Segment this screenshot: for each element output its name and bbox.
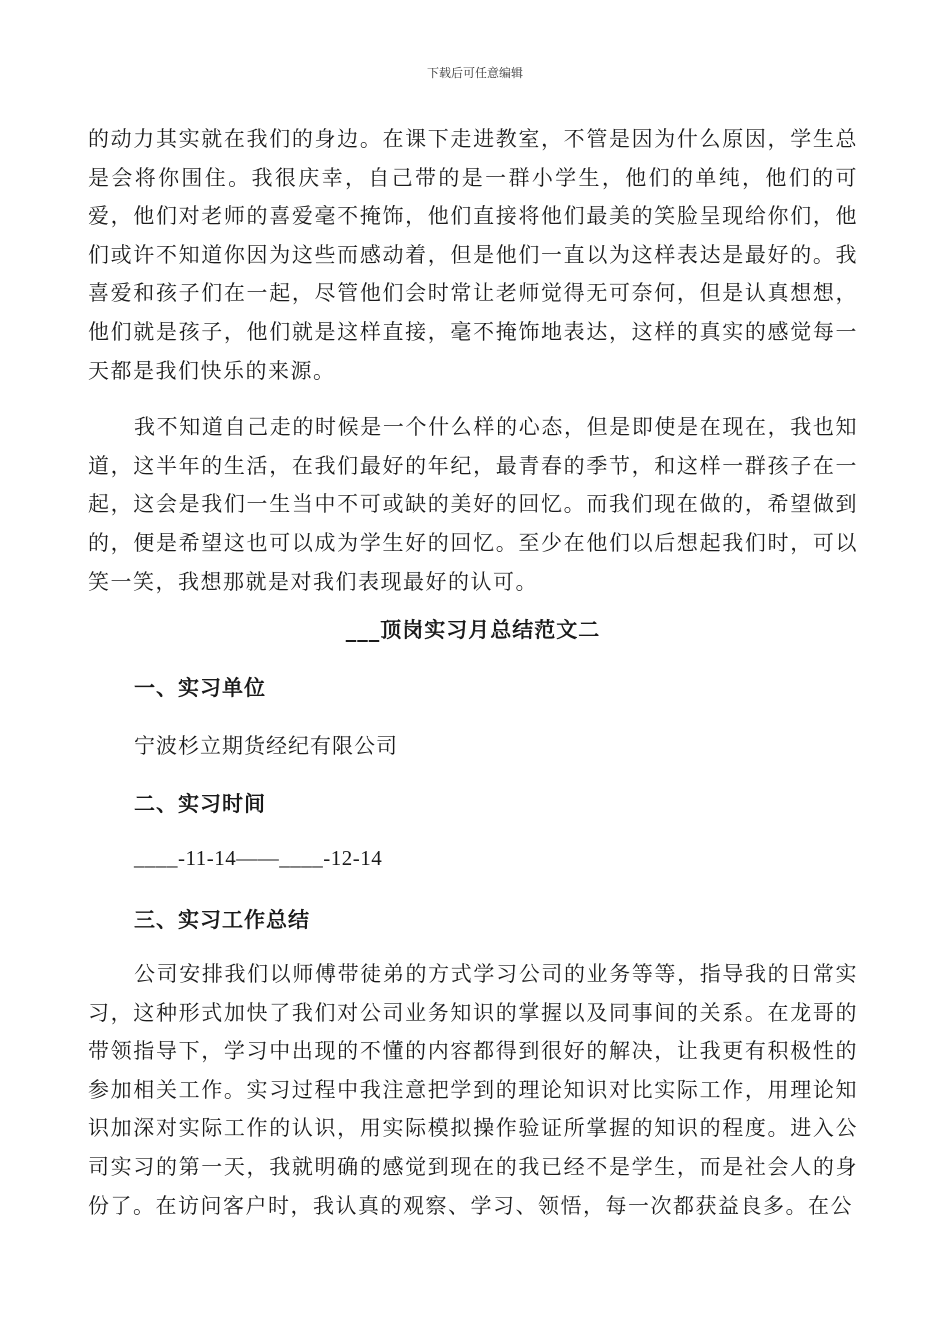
paragraph-work-summary: 公司安排我们以师傅带徒弟的方式学习公司的业务等等，指导我的日常实习，这种形式加快了我们对公司业务知识的掌握以及同事间的关系。在龙哥的带领指导下，学习中出现的不懂的内容都得到很好的解决，让我更有积极性的参加相关工作。实习过程中我注意把学到的理论知识对比实际工作，用理论知识加深对实际工作的认识，用实际模拟操作验证所掌握的知识的程度。进入公司实习的第一天，我就明确的感觉到现在的我已经不是学生，而是社会人的身份了。在访问客户时，我认真的观察、学习、领悟，每一次都获益良多。在公 xyxy=(88,962,858,1218)
document-body xyxy=(88,120,858,1218)
header-note: 下载后可任意编辑 xyxy=(426,66,523,80)
paragraph-reflection: 我不知道自己走的时候是一个什么样的心态，但是即使是在现在，我也知道，这半年的生活，在我们最好的年纪，最青春的季节，和这样一群孩子在一起，这会是我们一生当中不可或缺的美好的回忆。而我们现在做的，希望做到的，便是希望这也可以成为学生好的回忆。至少在他们以后想起我们时，可以笑一笑，我想那就是对我们表现最好的认可。 xyxy=(88,415,858,594)
paragraph-continued: 的动力其实就在我们的身边。在课下走进教室，不管是因为什么原因，学生总是会将你围住。我很庆幸，自己带的是一群小学生，他们的单纯，他们的可爱，他们对老师的喜爱毫不掩饰，他们直接将他们最美的笑脸呈现给你们，他们或许不知道你因为这些而感动着，但是他们一直以为这样表达是最好的。我喜爱和孩子们在一起，尽管他们会时常让老师觉得无可奈何，但是认真想想，他们就是孩子，他们就是这样直接，毫不掩饰地表达，这样的真实的感觉每一天都是我们快乐的来源。 xyxy=(88,127,858,383)
heading-work-summary: 三、实习工作总结 xyxy=(134,907,310,932)
company-name: 宁波杉立期货经纪有限公司 xyxy=(134,734,398,758)
heading-internship-time: 二、实习时间 xyxy=(134,791,266,816)
section-title: ___顶岗实习月总结范文二 xyxy=(345,617,601,642)
heading-internship-unit: 一、实习单位 xyxy=(134,675,266,700)
internship-period: ____-11-14——____-12-14 xyxy=(134,846,383,870)
